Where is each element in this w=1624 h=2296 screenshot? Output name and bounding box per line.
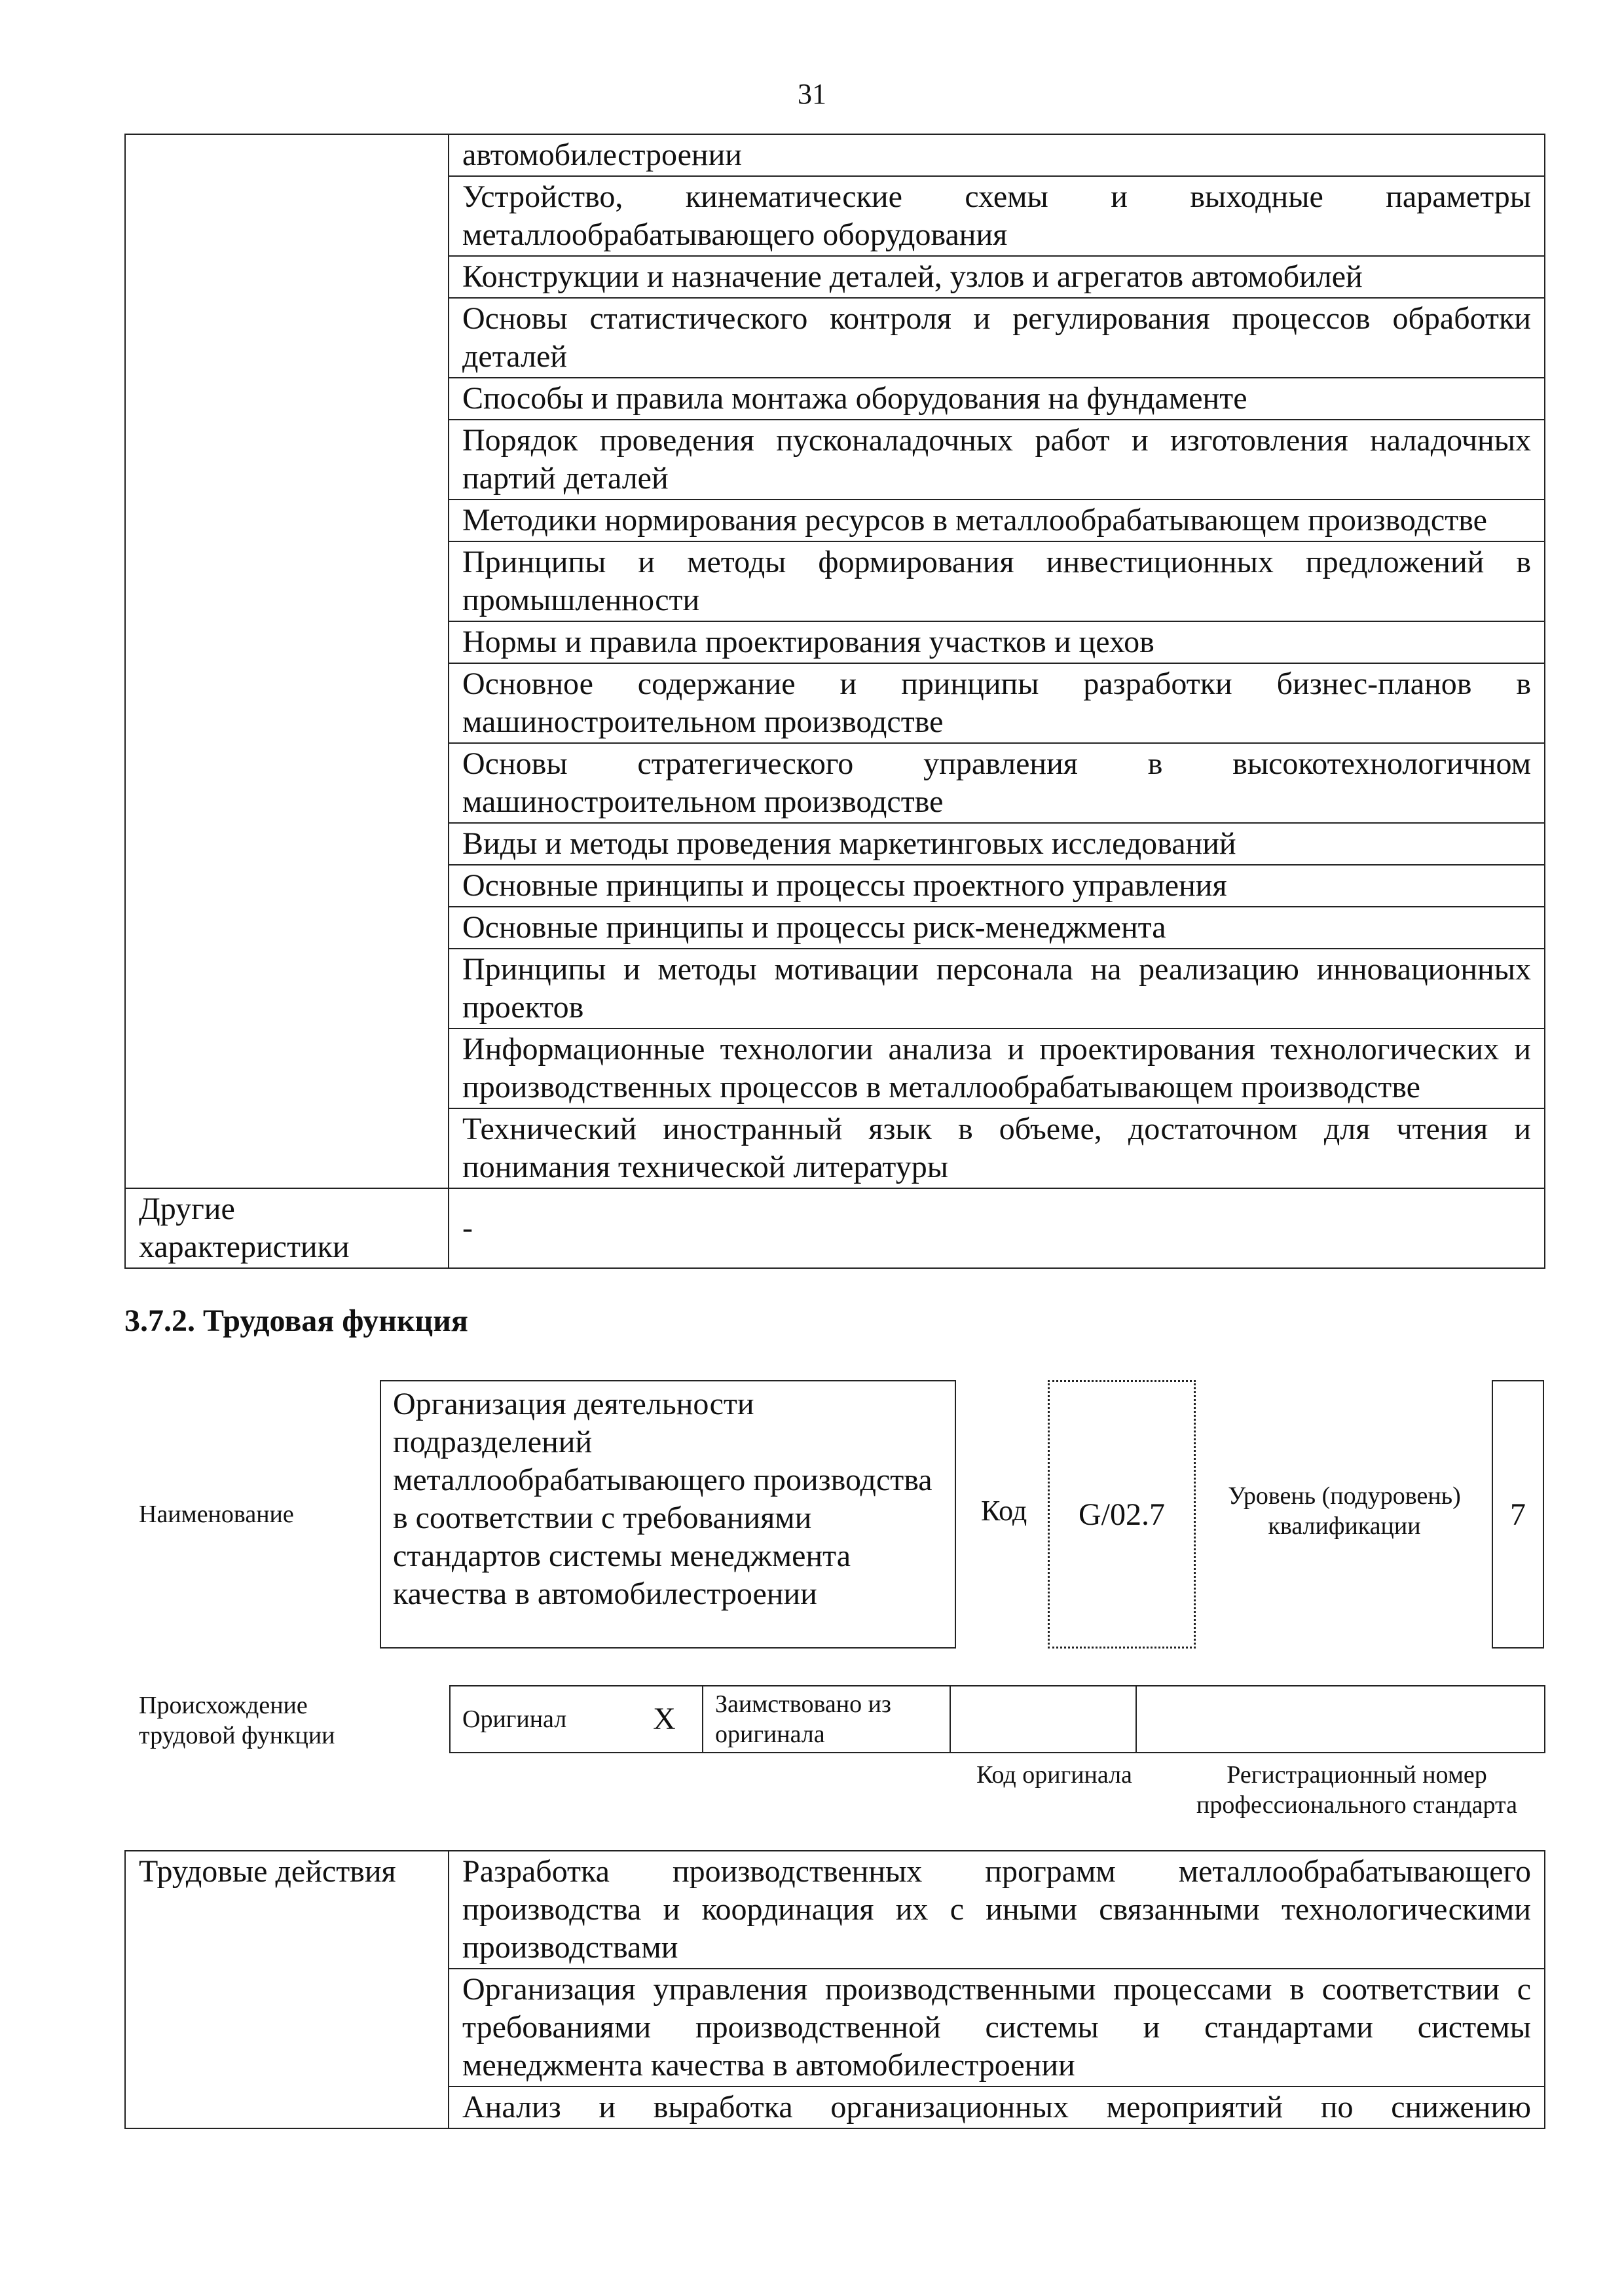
- page-number: 31: [798, 78, 826, 110]
- code-caption: Код оригинала: [976, 1761, 1132, 1789]
- table-row: [125, 134, 1545, 176]
- table-row: [125, 1851, 1545, 1969]
- labor-actions-table: [124, 1850, 1545, 2129]
- knowledge-item: Конструкции и назначение деталей, узлов и агрегатов автомобилей: [449, 256, 1545, 298]
- knowledge-item: Виды и методы проведения маркетинговых исследований: [449, 823, 1545, 865]
- other-characteristics-value: -: [449, 1188, 1545, 1268]
- knowledge-item: Устройство, кинематические схемы и выходные параметры металлообрабатывающего оборудования: [449, 176, 1545, 256]
- registration-number-cell: [1136, 1686, 1545, 1753]
- origin-label: Происхождение трудовой функции: [139, 1692, 335, 1749]
- labor-action-item: Анализ и выработка организационных мероприятий по снижению: [449, 2086, 1545, 2128]
- function-name-value: Организация деятельности подразделений металлообрабатывающего производства в соответствии с требованиями стандартов системы менеджмента качества в автомобилестроении: [380, 1380, 956, 1649]
- knowledge-label-cell: [125, 134, 449, 1188]
- knowledge-item: Основное содержание и принципы разработки бизнес-планов в машиностроительном производстве: [449, 663, 1545, 743]
- other-characteristics-label: Другие характеристики: [125, 1188, 449, 1268]
- level-value: 7: [1492, 1380, 1544, 1649]
- knowledge-item: автомобилестроении: [449, 134, 1545, 176]
- knowledge-item: Принципы и методы формирования инвестиционных предложений в промышленности: [449, 541, 1545, 621]
- table-row: [125, 1188, 1545, 1268]
- knowledge-item: Основные принципы и процессы проектного управления: [449, 865, 1545, 907]
- knowledge-item: Технический иностранный язык в объеме, достаточном для чтения и понимания технической литературы: [449, 1108, 1545, 1188]
- knowledge-item: Способы и правила монтажа оборудования на фундаменте: [449, 378, 1545, 420]
- knowledge-item: Порядок проведения пусконаладочных работ и изготовления наладочных партий деталей: [449, 420, 1545, 500]
- table-row: [450, 1686, 1545, 1753]
- function-name-label: Наименование: [139, 1501, 294, 1528]
- knowledge-table: [124, 134, 1545, 1269]
- knowledge-item: Принципы и методы мотивации персонала на реализацию инновационных проектов: [449, 949, 1545, 1029]
- knowledge-item: Методики нормирования ресурсов в металлообрабатывающем производстве: [449, 500, 1545, 541]
- knowledge-item: Информационные технологии анализа и проектирования технологических и производственных процессов в металлообрабатывающем производстве: [449, 1029, 1545, 1108]
- borrowed-label: Заимствовано из оригинала: [703, 1686, 950, 1753]
- original-label: Оригинал: [450, 1686, 627, 1753]
- section-heading: 3.7.2. Трудовая функция: [124, 1303, 468, 1338]
- labor-action-item: Разработка производственных программ металлообрабатывающего производства и координация их с иными связанными технологическими производствами: [449, 1851, 1545, 1969]
- labor-actions-label: Трудовые действия: [125, 1851, 449, 2128]
- knowledge-item: Основы стратегического управления в высокотехнологичном машиностроительном производстве: [449, 743, 1545, 823]
- code-value: G/02.7: [1048, 1380, 1196, 1649]
- registration-caption: Регистрационный номер профессионального стандарта: [1196, 1761, 1517, 1819]
- origin-table: [449, 1685, 1545, 1753]
- original-code-cell: [950, 1686, 1136, 1753]
- knowledge-item: Основы статистического контроля и регулирования процессов обработки деталей: [449, 298, 1545, 378]
- original-mark: X: [627, 1686, 703, 1753]
- level-label: Уровень (подуровень) квалификации: [1228, 1482, 1461, 1540]
- knowledge-item: Основные принципы и процессы риск-менеджмента: [449, 907, 1545, 949]
- knowledge-item: Нормы и правила проектирования участков и цехов: [449, 621, 1545, 663]
- labor-action-item: Организация управления производственными процессами в соответствии с требованиями производственной системы и стандартами системы менеджмента качества в автомобилестроении: [449, 1969, 1545, 2086]
- code-label: Код: [981, 1495, 1027, 1527]
